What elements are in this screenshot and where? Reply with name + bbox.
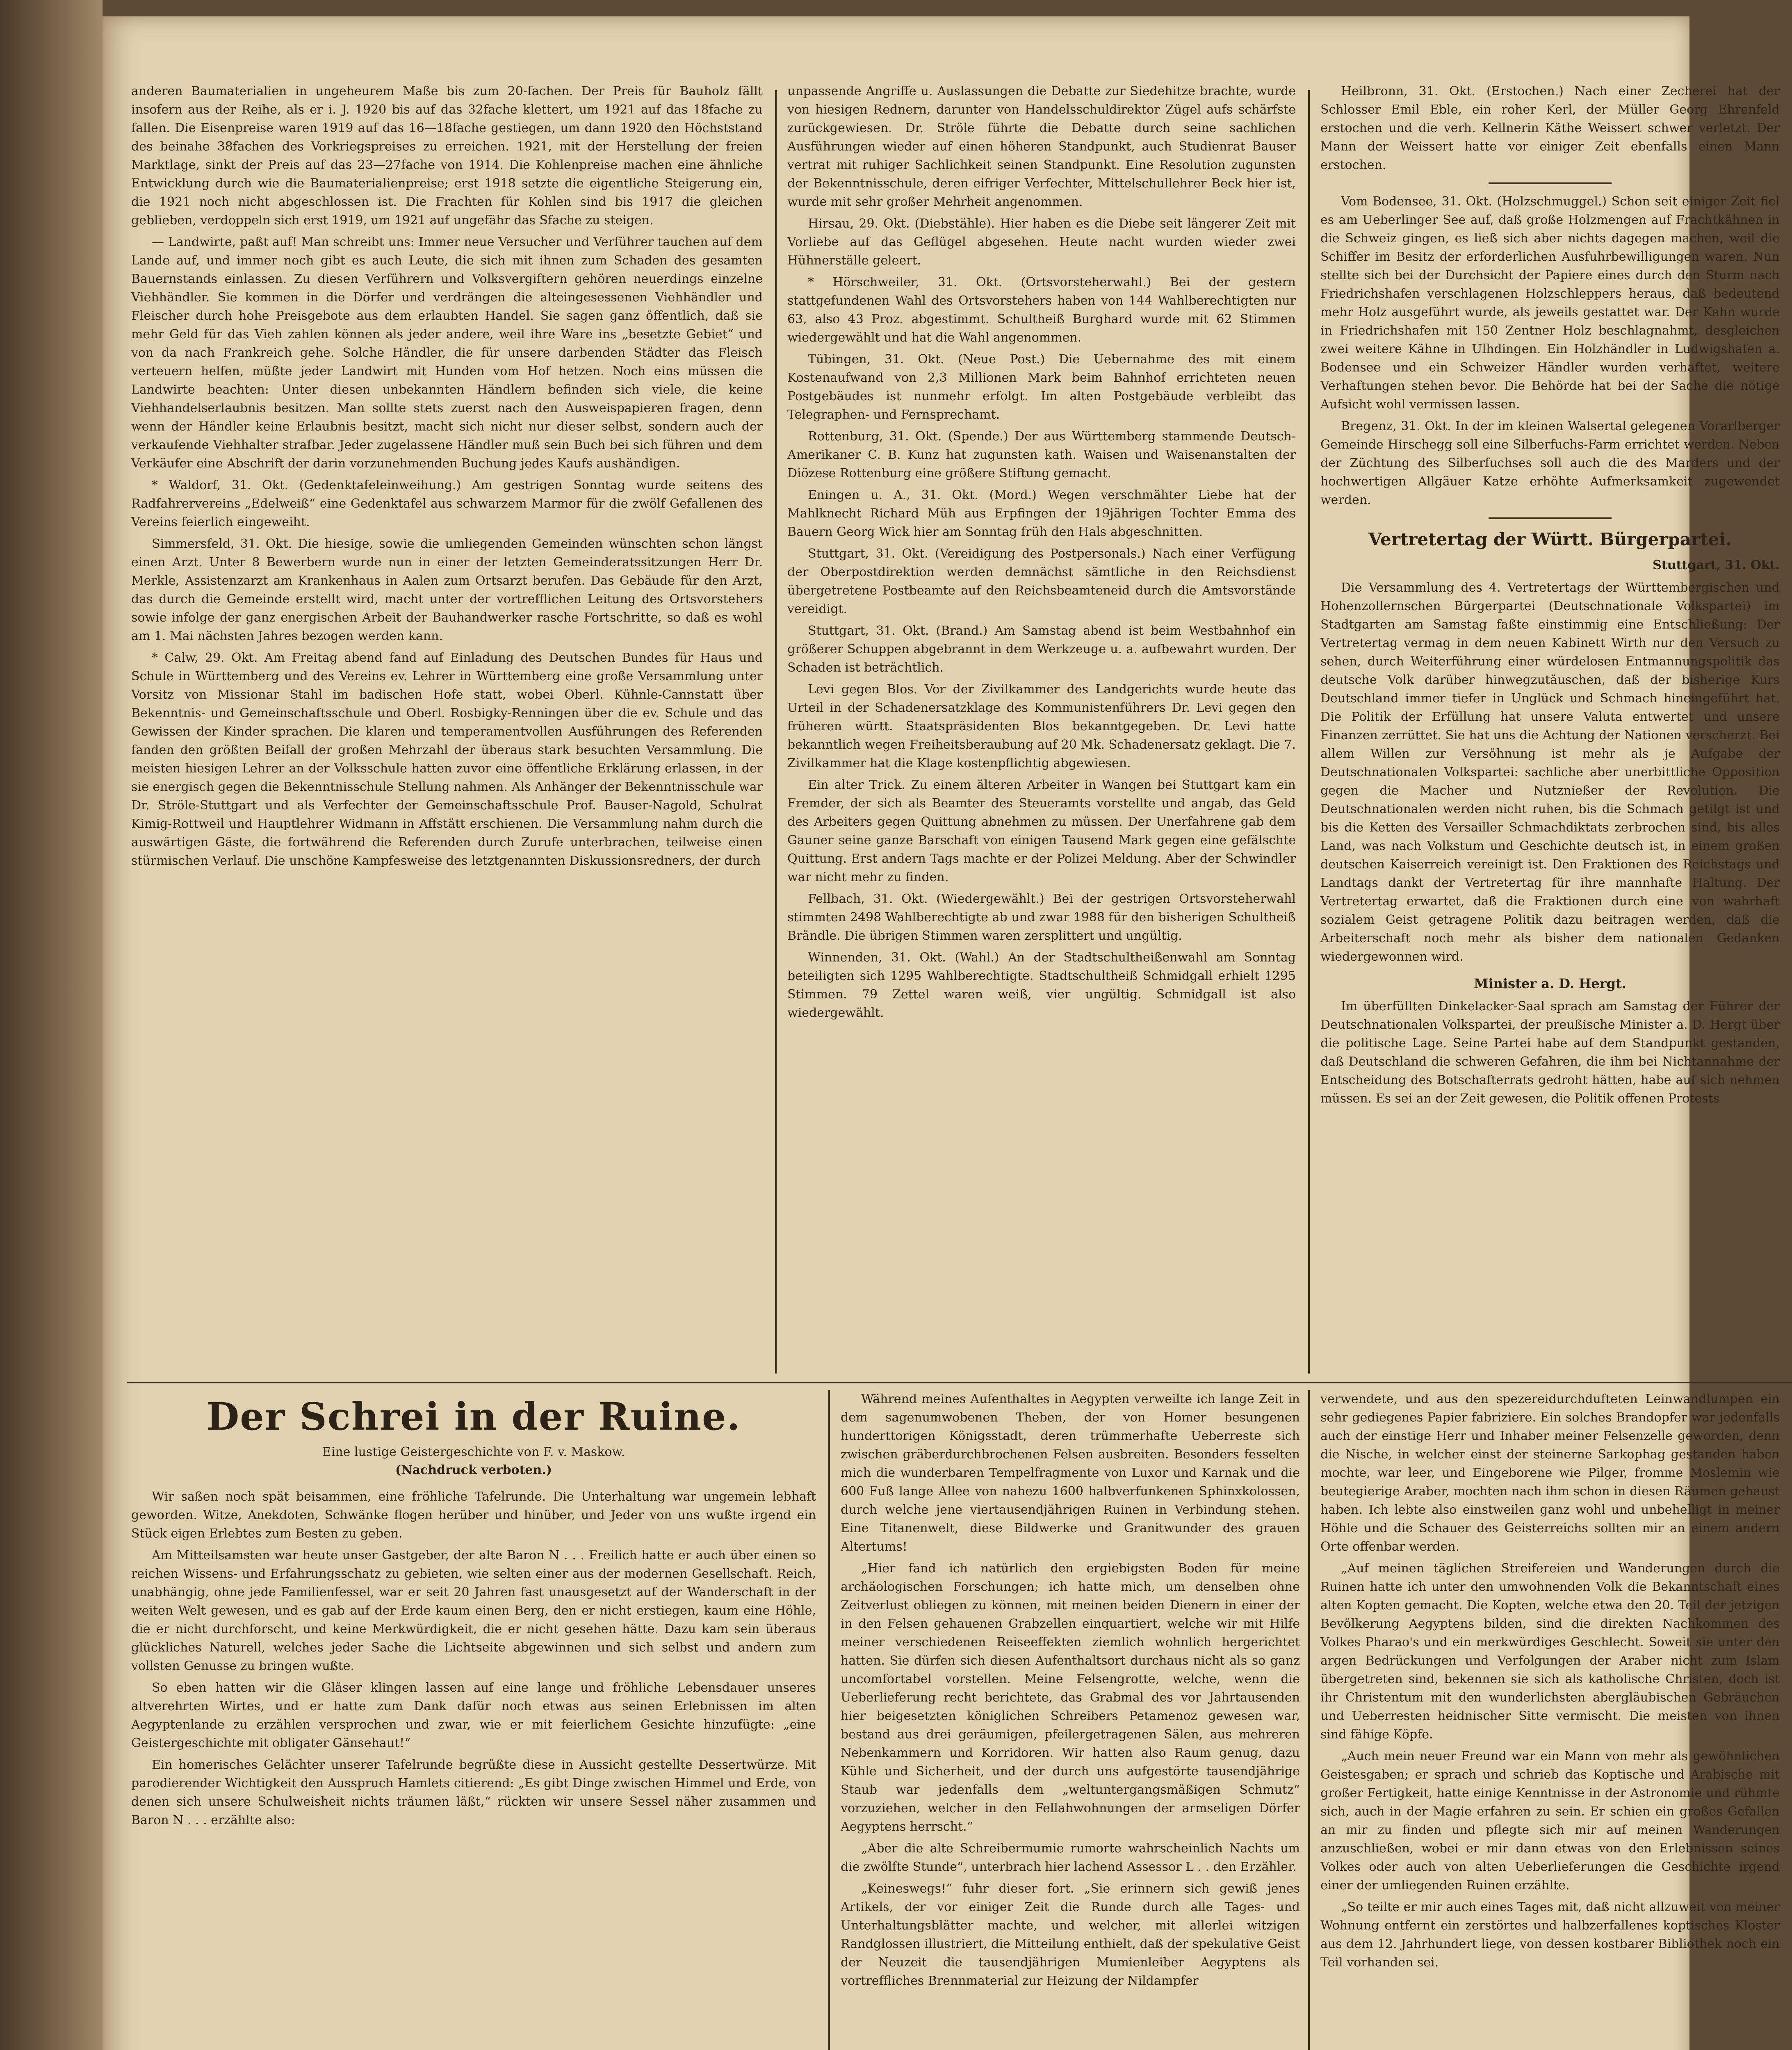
article-paragraph: „So teilte er mir auch eines Tages mit, daß nicht allzuweit von meiner Wohnung entfernt ein zerstörtes und halbzerfallenes koptisches Kloster aus dem 12. Jahrhundert liege, von dessen kostbarer Bibliothek noch ein Teil vorhanden sei. <box>1320 1900 1780 1970</box>
article-paragraph: — Landwirte, paßt auf! Man schreibt uns: Immer neue Versucher und Verführer tauchen auf dem Lande auf, und immer noch gibt es auch Leute, die sich mit ihnen zum Schaden des gesamten Bauernstands einlassen. Zu diesen Verführern und Volksvergiftern gehören neuerdings einzelne Viehhändler. Sie kommen in die Dörfer und verdrängen die alteingesessenen Viehhändler und Fleischer durch hohe Preisgebote aus dem erlaubten Handel. Sie sagen ganz öffentlich, daß sie mehr Geld für das Vieh zahlen können als jeder andere, weil ihre Ware ins „besetzte Gebiet“ und von da nach Frankreich gehe. Solche Händler, die für unsere darbenden Städter das Fleisch verteuern helfen, müßte jeder Landwirt mit Hunden vom Hof hetzen. Noch eins müssen die Landwirte beachten: Unter diesen unbekannten Händlern befinden sich viele, die keine Viehhandelserlaubnis besitzen. Man sollte stets zuerst nach den Ausweispapieren fragen, denn wenn der Händler keine Erlaubnis besitzt, macht sich nicht nur dieser selbst, sondern auch der verkaufende Viehhalter strafbar. Jeder zugelassene Händler muß sein Buch bei sich führen und dem Verkäufer eine Abschrift der darin vorzunehmenden Buchung jedes Kaufs aushändigen. <box>131 235 763 471</box>
top-column-2 <box>787 82 1296 1378</box>
article-paragraph: Hirsau, 29. Okt. (Diebstähle). Hier haben es die Diebe seit längerer Zeit mit Vorliebe auf das Geflügel abgesehen. Heute nacht wurden wieder zwei Hühnerställe geleert. <box>787 216 1296 268</box>
story-column-1 <box>131 1390 816 2050</box>
section-divider <box>1489 517 1612 519</box>
article-paragraph: Winnenden, 31. Okt. (Wahl.) An der Stadtschultheißenwahl am Sonntag beteiligten sich 1295 Wahlberechtigte. Stadtschultheiß Schmidgall erhielt 1295 Stimmen. 79 Zettel waren weiß, vier ungültig. Schmidgall ist also wiedergewählt. <box>787 950 1296 1020</box>
article-paragraph: Ein alter Trick. Zu einem älteren Arbeiter in Wangen bei Stuttgart kam ein Fremder, der sich als Beamter des Steueramts vorstellte und angab, das Geld des Arbeiters gegen Quittung abnehmen zu müssen. Der Unerfahrene gab dem Gauner seine ganze Barschaft von einigen Tausend Mark gegen eine gefälschte Quittung. Erst andern Tags machte er der Polizei Meldung. Aber der Schwindler war nicht mehr zu finden. <box>787 778 1296 884</box>
section-separator <box>127 1382 1792 1383</box>
article-paragraph: * Hörschweiler, 31. Okt. (Ortsvorsteherwahl.) Bei der gestern stattgefundenen Wahl des Ortsvorstehers haben von 144 Wahlberechtigten nur 63, also 43 Proz. abgestimmt. Schultheiß Burghard wurde mit 62 Stimmen wiedergewählt und hat die Wahl angenommen. <box>787 275 1296 345</box>
article-paragraph: Die Versammlung des 4. Vertretertags der Württembergischen und Hohenzollernschen Bürgerpartei (Deutschnationale Volkspartei) im Stadtgarten am Samstag faßte einstimmig eine Entschließung: Der Vertretertag vermag in dem neuen Kabinett Wirth nur den Versuch zu sehen, durch Weiterführung einer würdelosen Entmannungspolitik das deutsche Volk darüber hinwegzutäuschen, daß der bisherige Kurs Deutschland immer tiefer in Unglück und Schmach hineingeführt hat. Die Politik der Erfüllung hat unsere Valuta entwertet und unsere Finanzen zerrüttet. Sie hat uns die Achtung der Nationen verscherzt. Bei allem Willen zur Versöhnung ist mehr als je Aufgabe der Deutschnationalen Volkspartei: sachliche aber unerbittliche Opposition gegen die Macher und Nutznießer der Revolution. Die Deutschnationalen werden nicht ruhen, bis die Schmach getilgt ist und bis die Ketten des Versailler Schmachdiktats zerbrochen sind, bis alles Land, was nach Volkstum und Geschichte deutsch ist, in einem großen deutschen Kaiserreich vereinigt ist. Den Fraktionen des Reichstags und Landtags dankt der Vertretertag für ihre mannhafte Haltung. Der Vertretertag erwartet, daß die Fraktionen durch eine von wahrhaft sozialem Geist getragene Politik dazu beitragen werden, daß die Arbeiterschaft noch mehr als bisher dem nationalen Gedanken wiedergewonnen wird. <box>1320 581 1780 964</box>
column-rule <box>1308 90 1310 1374</box>
article-paragraph: Rottenburg, 31. Okt. (Spende.) Der aus Württemberg stammende Deutsch-Amerikaner C. B. Kunz hat zugunsten kath. Waisen und Waisenanstalten der Diözese Rottenburg eine größere Stiftung gemacht. <box>787 429 1296 481</box>
article-paragraph: * Waldorf, 31. Okt. (Gedenktafeleinweihung.) Am gestrigen Sonntag wurde seitens des Radfahrervereins „Edelweiß“ eine Gedenktafel aus schwarzem Marmor für die zwölf Gefallenen des Vereins feierlich eingeweiht. <box>131 478 763 529</box>
subsection-heading: Minister a. D. Hergt. <box>1474 976 1626 991</box>
article-paragraph: unpassende Angriffe u. Auslassungen die Debatte zur Siedehitze brachte, wurde von hiesigen Rednern, darunter von Handelsschuldirektor Zügel aufs schärfste zurückgewiesen. Dr. Ströle führte die Debatte durch seine sachlichen Ausführungen wieder auf einen höheren Standpunkt, auch Studienrat Bauser vertrat mit ruhiger Sachlichkeit seinen Standpunkt. Eine Resolution zugunsten der Bekenntnisschule, deren eifriger Verfechter, Mittelschullehrer Beck hier ist, wurde mit sehr großer Mehrheit angenommen. <box>787 84 1296 209</box>
story-column-3 <box>1320 1390 1780 2050</box>
article-paragraph: „Auch mein neuer Freund war ein Mann von mehr als gewöhnlichen Geistesgaben; er sprach und schrieb das Koptische und Arabische mit großer Fertigkeit, hatte einige Kenntnisse in der Astronomie und rühmte sich, auch in der Magie erfahren zu sein. Er schien ein großes Gefallen an mir zu finden und pflegte sich mir auf meinen Wanderungen anzuschließen, wobei er mir dann etwas von den Erlebnissen seines Volkes oder auch von alten Ueberlieferungen die Geschichte irgend einer der umliegenden Ruinen erzählte. <box>1320 1749 1780 1893</box>
article-paragraph: Ein homerisches Gelächter unserer Tafelrunde begrüßte diese in Aussicht gestellte Dessertwürze. Mit parodierender Wichtigkeit den Ausspruch Hamlets citierend: „Es gibt Dinge zwischen Himmel und Erde, von denen sich unsere Schulweisheit nichts träumen läßt,“ rückten wir unsere Sessel näher zusammen und Baron N . . . erzählte also: <box>131 1758 816 1827</box>
article-paragraph: Im überfüllten Dinkelacker-Saal sprach am Samstag der Führer der Deutschnationalen Volkspartei, der preußische Minister a. D. Hergt über die politische Lage. Seine Partei habe auf dem Standpunkt gestanden, daß Deutschland die schweren Gefahren, die ihm bei Nichtannahme der Entscheidung des Botschafterrats gedroht hätten, habe auf sich nehmen müssen. Es sei an der Zeit gewesen, die Politik offenen Protests <box>1320 999 1780 1106</box>
column-rule <box>1308 1390 1310 2050</box>
article-paragraph: „Hier fand ich natürlich den ergiebigsten Boden für meine archäologischen Forschungen; ich hatte mich, um denselben ohne Zeitverlust obliegen zu können, mit meinen beiden Dienern in einer der in den Felsen gehauenen Grabzellen einquartiert, welche wir mit Hilfe meiner verschiedenen Reiseeffekten ziemlich wohnlich hergerichtet hatten. Sie dürfen sich diesen Aufenthaltsort durchaus nicht als so ganz uncomfortabel vorstellen. Meine Felsengrotte, welche, wenn die Ueberlieferung recht berichtete, das Grabmal des vor Jahrtausenden hier beigesetzten königlichen Schreibers Petamenoz gewesen war, bestand aus drei geräumigen, pfeilergetragenen Sälen, aus mehreren Nebenkammern und Korridoren. Wir hatten also Raum genug, dazu Kühle und Sicherheit, und der durch uns aufgestörte tausendjährige Staub war jedenfalls dem „weltuntergangsmäßigen Schmutz“ vorzuziehen, welcher in den Fellahwohnungen der armseligen Dörfer Aegyptens herrscht.“ <box>841 1561 1300 1834</box>
article-paragraph: Tübingen, 31. Okt. (Neue Post.) Die Uebernahme des mit einem Kostenaufwand von 2,3 Millionen Mark beim Bahnhof errichteten neuen Postgebäudes ist nunmehr erfolgt. Im alten Postgebäude verbleibt das Telegraphen- und Fernsprechamt. <box>787 352 1296 422</box>
reprint-note: (Nachdruck verboten.) <box>395 1463 552 1477</box>
article-paragraph: Levi gegen Blos. Vor der Zivilkammer des Landgerichts wurde heute das Urteil in der Schadenersatzklage des Kommunistenführers Dr. Levi gegen den früheren württ. Staatspräsidenten Blos bekanntgegeben. Dr. Levi hatte bekanntlich wegen Freiheitsberaubung auf 20 Mk. Schadenersatz geklagt. Die 7. Zivilkammer hat die Klage kostenpflichtig abgewiesen. <box>787 682 1296 770</box>
article-paragraph: Am Mitteilsamsten war heute unser Gastgeber, der alte Baron N . . . Freilich hatte er auch über einen so reichen Wissens- und Erfahrungsschatz zu gebieten, wie selten einer aus der modernen Gesellschaft. Reich, unabhängig, ohne jede Familienfessel, war er seit 20 Jahren fast unausgesetzt auf der Wanderschaft in der weiten Welt gewesen, und es gab auf der Erde kaum einen Berg, den er nicht erstiegen, kaum eine Höhle, die er nicht durchforscht, und keine Merkwürdigkeit, die er nicht gesehen hätte. Dazu kam sein überaus glückliches Naturell, welches jeder Sache die Lichtseite abgewinnen und sich selbst und andern zum vollsten Genusse zu bringen wußte. <box>131 1548 816 1673</box>
newspaper-page <box>103 16 1780 2050</box>
section-heading: Vertretertag der Württ. Bürgerpartei. <box>1368 529 1732 549</box>
column-rule <box>828 1390 830 2050</box>
column-rule <box>775 90 777 1374</box>
section-divider <box>1489 182 1612 184</box>
article-paragraph: „Keineswegs!“ fuhr dieser fort. „Sie erinnern sich gewiß jenes Artikels, der vor einiger Zeit die Runde durch alle Tages- und Unterhaltungsblätter machte, und welcher, mit allerlei witzigen Randglossen illustriert, die Mitteilung enthielt, daß der spekulative Geist der Neuzeit die tausendjährigen Mumienleiber Aegyptens als vortreffliches Brennmaterial zur Heizung der Nildampfer <box>841 1881 1300 1988</box>
article-paragraph: Während meines Aufenthaltes in Aegypten verweilte ich lange Zeit in dem sagenumwobenen Theben, der von Homer besungenen hunderttorigen Königsstadt, deren trümmerhafte Ueberreste sich zwischen gräberdurchbrochenen Felsen ausbreiten. Besonders fesselten mich die wunderbaren Tempelfragmente von Luxor und Karnak und die 600 Fuß lange Allee von nahezu 1600 halbverfunkenen Sphinxkolossen, durch welche jene viertausendjährigen Ruinen in Verbindung stehen. Eine Titanenwelt, diese Bildwerke und Granitwunder des grauen Altertums! <box>841 1392 1300 1554</box>
article-paragraph: verwendete, und aus den spezereidurchdufteten Leinwandlumpen ein sehr gediegenes Papier fabriziere. Ein solches Brandopfer war jedenfalls auch der einstige Herr und Inhaber meiner Felsenzelle geworden, denn die Nische, in welcher einst der steinerne Sarkophag gestanden haben mochte, war leer, und Eingeborene wie Pilger, fromme Moslemin wie beutegierige Araber, mochten nach ihm schon in diesen Räumen gehaust haben. Ich lebte also einstweilen ganz wohl und unbehelligt in meiner Höhle und die Schauer des Geisterreichs sollten mir an einem andern Orte offenbar werden. <box>1320 1392 1780 1554</box>
story-subtitle: Eine lustige Geistergeschichte von F. v. Maskow. <box>322 1445 625 1459</box>
story-title: Der Schrei in der Ruine. <box>206 1394 741 1439</box>
story-column-2 <box>841 1390 1300 2050</box>
dateline: Stuttgart, 31. Okt. <box>1653 558 1780 572</box>
article-paragraph: Heilbronn, 31. Okt. (Erstochen.) Nach einer Zecherei hat der Schlosser Emil Eble, ein roher Kerl, der Müller Georg Ehrenfeld erstochen und die verh. Kellnerin Käthe Weissert schwer verletzt. Der Mann der Weissert hatte vor einiger Zeit ebenfalls einen Mann erstochen. <box>1320 84 1780 172</box>
article-paragraph: Fellbach, 31. Okt. (Wiedergewählt.) Bei der gestrigen Ortsvorsteherwahl stimmten 2498 Wahlberechtigte ab und zwar 1988 für den bisherigen Schultheiß Brändle. Die übrigen Stimmen waren zersplittert und ungültig. <box>787 892 1296 943</box>
top-column-1 <box>131 82 763 1378</box>
article-paragraph: So eben hatten wir die Gläser klingen lassen auf eine lange und fröhliche Lebensdauer unseres altverehrten Wirtes, und er hatte zum Dank dafür noch etwas aus seinen Erlebnissen im alten Aegyptenlande zu erzählen versprochen und zwar, wie er mit feierlichem Gesichte hinzufügte: „eine Geistergeschichte mit obligater Gänsehaut!“ <box>131 1681 816 1750</box>
article-paragraph: „Aber die alte Schreibermumie rumorte wahrscheinlich Nachts um die zwölfte Stunde“, unterbrach hier lachend Assessor L . . den Erzähler. <box>841 1841 1300 1874</box>
article-paragraph: Stuttgart, 31. Okt. (Brand.) Am Samstag abend ist beim Westbahnhof ein größerer Schuppen abgebrannt in dem Werkzeuge u. a. aufbewahrt wurden. Der Schaden ist beträchtlich. <box>787 624 1296 675</box>
article-paragraph: * Calw, 29. Okt. Am Freitag abend fand auf Einladung des Deutschen Bundes für Haus und Schule in Württemberg und des Vereins ev. Lehrer in Württemberg eine große Versammlung unter Vorsitz von Missionar Stahl im badischen Hofe statt, wobei Oberl. Kühnle-Cannstatt über Bekenntnis- und Gemeinschaftsschule und Oberl. Rosbigky-Renningen über die ev. Schule und das Gewissen der Kinder sprachen. Die klaren und temperamentvollen Ausführungen des Referenden fanden den größten Beifall der großen Mehrzahl der überaus stark besuchten Versammlung. Die meisten hiesigen Lehrer an der Volksschule hatten zuvor eine öffentliche Erklärung erlassen, in der sie energisch gegen die Bekenntnisschule Stellung nahmen. Als Anhänger der Bekenntnisschule war Dr. Ströle-Stuttgart und als Verfechter der Gemeinschaftsschule Prof. Bauser-Nagold, Schulrat Kimig-Rottweil und Hauptlehrer Widmann in Affstätt erschienen. Die Versammlung nahm durch die auswärtigen Gäste, die fortwährend die Referenden durch Zurufe unterbrachen, teilweise einen stürmischen Verlauf. Die unschöne Kampfesweise des letztgenannten Diskussionsredners, der durch <box>131 651 763 868</box>
article-paragraph: „Auf meinen täglichen Streifereien und Wanderungen durch die Ruinen hatte ich unter den umwohnenden Volk die Bekanntschaft eines alten Kopten gemacht. Die Kopten, welche etwa den 20. Teil der jetzigen Bevölkerung Aegyptens bilden, sind die direkten Nachkommen des Volkes Pharao's und ein merkwürdiges Geschlecht. Soweit sie unter den argen Bedrückungen und Verfolgungen der Araber nicht zum Islam übergetreten sind, bekennen sie sich als katholische Christen, doch ist ihr Christentum mit den wunderlichsten abergläubischen Gebräuchen und Ueberresten heidnischer Sitte vermischt. Die meisten von ihnen sind fähige Köpfe. <box>1320 1561 1780 1742</box>
article-paragraph: Eningen u. A., 31. Okt. (Mord.) Wegen verschmähter Liebe hat der Mahlknecht Richard Müh aus Erpfingen der 19jährigen Tochter Emma des Bauern Georg Wick hier am Sonntag früh den Hals abgeschnitten. <box>787 488 1296 539</box>
article-paragraph: anderen Baumaterialien in ungeheurem Maße bis zum 20-fachen. Der Preis für Bauholz fällt insofern aus der Reihe, als er i. J. 1920 bis auf das 32fache klettert, um 1921 auf das 18fache zu fallen. Die Eisenpreise waren 1919 auf das 16—18fache gestiegen, um dann 1920 den Höchststand des beinahe 38fachen des Vorkriegspreises zu erreichen. 1921, mit der Herstellung der freien Marktlage, sinkt der Preis auf das 23—27fache von 1914. Die Kohlenpreise machen eine ähnliche Entwicklung durch wie die Baumaterialienpreise; erst 1918 setzte die eigentliche Steigerung ein, die 1921 noch nicht abgeschlossen ist. Die Frachten für Kohlen sind bis 1917 die gleichen geblieben, verdoppeln sich erst 1919, um 1921 auf ungefähr das Sfache zu steigen. <box>131 84 763 228</box>
article-paragraph: Stuttgart, 31. Okt. (Vereidigung des Postpersonals.) Nach einer Verfügung der Oberpostdirektion werden demnächst sämtliche in den Reichsdienst übergetretene Postbeamte auf den Reichsbeamteneid durch die Amtsvorstände vereidigt. <box>787 547 1296 616</box>
article-paragraph: Vom Bodensee, 31. Okt. (Holzschmuggel.) Schon seit einiger Zeit fiel es am Ueberlinger See auf, daß große Holzmengen auf Frachtkähnen in die Schweiz gingen, es ließ sich aber nichts dagegen machen, weil die Schiffer im Besitz der erforderlichen Ausfuhrbewilligungen waren. Nun stellte sich bei der Durchsicht der Papiere eines durch den Sturm nach Friedrichshafen verschlagenen Holzschleppers heraus, daß bedeutend mehr Holz ausgeführt wurde, als jeweils gestattet war. Der Kahn wurde in Friedrichshafen mit 150 Zentner Holz beschlagnahmt, desgleichen zwei weitere Kähne in Ulhdingen. Ein Holzhändler in Ludwigshafen a. Bodensee und ein Schweizer Händler wurden verhaftet, weitere Verhaftungen stehen bevor. Die Behörde hat bei der Sache die nötige Aufsicht wohl vermissen lassen. <box>1320 194 1780 412</box>
article-paragraph: Simmersfeld, 31. Okt. Die hiesige, sowie die umliegenden Gemeinden wünschten schon längst einen Arzt. Unter 8 Bewerbern wurde nun in einer der letzten Gemeinderatssitzungen Herr Dr. Merkle, Assistenzarzt am Krankenhaus in Aalen zum Ortsarzt berufen. Das Gebäude für den Arzt, das durch die Gemeinde erstellt wird, macht unter der vortrefflichen Leitung des Ortsvorstehers sowie infolge der ganz energischen Arbeit der Bauhandwerker rasche Fortschritte, so daß es wohl am 1. Mai nächsten Jahres bezogen werden kann. <box>131 537 763 643</box>
article-paragraph: Bregenz, 31. Okt. In der im kleinen Walsertal gelegenen Vorarlberger Gemeinde Hirschegg soll eine Silberfuchs-Farm errichtet werden. Neben der Züchtung des Silberfuchses soll auch die des Marders und der hochwertigen Allgäuer Katze erhöhte Aufmerksamkeit zugewendet werden. <box>1320 419 1780 507</box>
book-spine <box>0 0 103 2050</box>
article-paragraph: Wir saßen noch spät beisammen, eine fröhliche Tafelrunde. Die Unterhaltung war ungemein lebhaft geworden. Witze, Anekdoten, Schwänke flogen herüber und hinüber, und Jeder von uns wußte irgend ein Stück eigen Erlebtes zum Besten zu geben. <box>131 1490 816 1541</box>
top-column-3 <box>1320 82 1780 1378</box>
